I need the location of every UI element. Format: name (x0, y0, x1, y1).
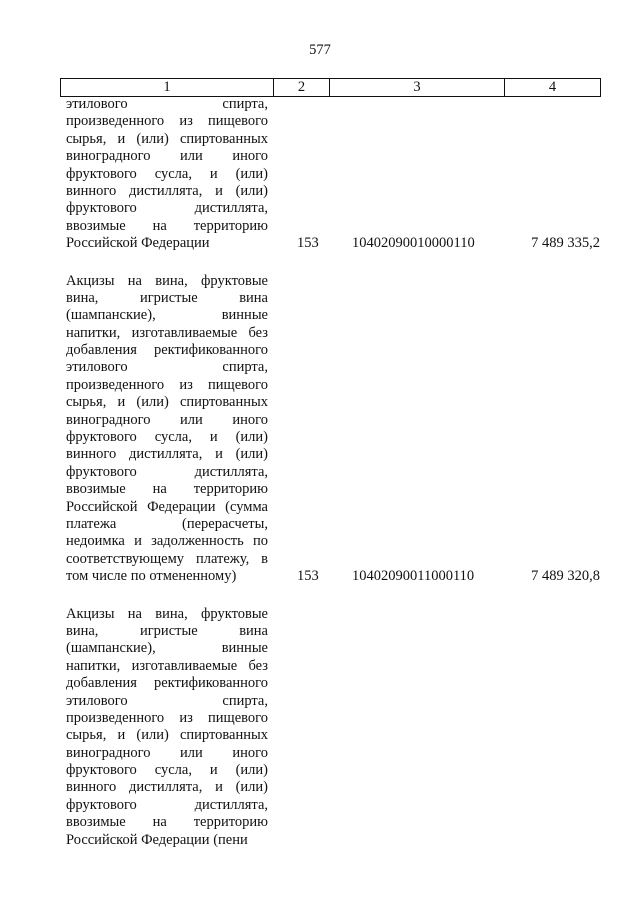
description-line: ввозимые на территорию (66, 814, 268, 831)
table-body (0, 96, 640, 849)
row-gap (0, 253, 640, 273)
description-line: (шампанские), винные (66, 640, 268, 657)
description-line: винного дистиллята, и (или) (66, 182, 268, 199)
amount-cell: 7 489 335,2 (531, 235, 600, 252)
row-description (66, 96, 268, 253)
amount-cell: 7 489 320,8 (531, 568, 600, 585)
description-line: этилового спирта, (66, 692, 268, 709)
description-line: напитки, изготавливаемые без (66, 657, 268, 674)
description-line: Акцизы на вина, фруктовые (66, 272, 268, 289)
description-line: фруктового дистиллята, (66, 796, 268, 813)
table-row (0, 96, 640, 253)
description-line: вина, игристые вина (66, 289, 268, 306)
description-line: сырья, и (или) спиртованных (66, 394, 268, 411)
column-header-row (60, 78, 601, 97)
column-header-1: 1 (61, 79, 274, 97)
description-line: Акцизы на вина, фруктовые (66, 605, 268, 622)
budget-code-cell: 10402090010000110 (352, 235, 475, 252)
description-line: сырья, и (или) спиртованных (66, 130, 268, 147)
table-row (0, 606, 640, 849)
description-line: фруктового дистиллята, (66, 463, 268, 480)
description-line: произведенного из пищевого (66, 709, 268, 726)
column-header-2: 2 (274, 79, 330, 97)
description-line: добавления ректификованного (66, 675, 268, 692)
description-line: Российской Федерации (66, 235, 210, 252)
description-line: добавления ректификованного (66, 342, 268, 359)
description-line: этилового спирта, (66, 96, 268, 112)
row-description (66, 273, 268, 586)
description-line: напитки, изготавливаемые без (66, 324, 268, 341)
description-line: том числе по отмененному) (66, 568, 237, 585)
description-line: виноградного или иного (66, 411, 268, 428)
admin-code-cell: 153 (297, 568, 319, 585)
admin-code-cell: 153 (297, 235, 319, 252)
column-header-4: 4 (505, 79, 601, 97)
description-line: фруктового сусла, и (или) (66, 429, 268, 446)
description-line: вина, игристые вина (66, 622, 268, 639)
description-line: Российской Федерации (пени (66, 831, 248, 848)
row-gap (0, 586, 640, 606)
description-line: фруктового сусла, и (или) (66, 165, 268, 182)
description-line: ввозимые на территорию (66, 217, 268, 234)
description-line: фруктового сусла, и (или) (66, 762, 268, 779)
description-line: произведенного из пищевого (66, 113, 268, 130)
description-line: винного дистиллята, и (или) (66, 779, 268, 796)
description-line: (шампанские), винные (66, 307, 268, 324)
description-line: недоимка и задолженность по (66, 533, 268, 550)
description-line: винного дистиллята, и (или) (66, 446, 268, 463)
table-row (0, 273, 640, 586)
column-header-3: 3 (330, 79, 505, 97)
description-line: сырья, и (или) спиртованных (66, 727, 268, 744)
description-line: соответствующему платежу, в (66, 550, 268, 567)
description-line: виноградного или иного (66, 744, 268, 761)
description-line: произведенного из пищевого (66, 376, 268, 393)
description-line: Российской Федерации (сумма (66, 498, 268, 515)
description-line: виноградного или иного (66, 148, 268, 165)
row-description (66, 606, 268, 849)
description-line: фруктового дистиллята, (66, 200, 268, 217)
page-number: 577 (309, 42, 331, 58)
budget-code-cell: 10402090011000110 (352, 568, 475, 585)
description-line: этилового спирта, (66, 359, 268, 376)
description-line: ввозимые на территорию (66, 481, 268, 498)
description-line: платежа (перерасчеты, (66, 515, 268, 532)
